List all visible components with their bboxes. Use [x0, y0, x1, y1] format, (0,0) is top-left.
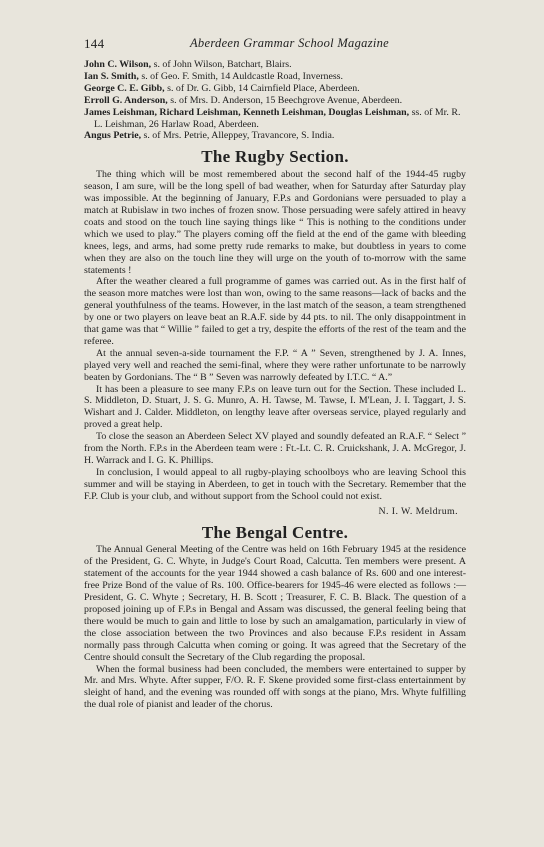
- bengal-paragraph: The Annual General Meeting of the Centre was held on 16th February 1945 at the residence of the President, G. C. Whyte, in Judge's Court Road, Calcutta. Ten members were present. A statement of the accounts for the year 1944 showed a cash balance of Rs. 600 and one interest-free Prize Bond of the value of Rs. 100. Office-bearers for 1945-46 were elected as follows :—President, G. C. Whyte ; Secretary, H. B. Scott ; Treasurer, F. C. B. Black. The question of a proposed joining up of F.P.s in Bengal and Assam was discussed, the general feeling being that there would be much to gain and little to lose by such an amalgamation, particularly in view of the close association between the two Provinces and also because F.P.s resident in Assam normally pass through Calcutta when coming or going. It was agreed that the Secretary of the Centre should consult the Secretary of the Club regarding the proposal.: [84, 544, 466, 663]
- rugby-section-body: [84, 169, 466, 517]
- address-list: [84, 59, 466, 142]
- member-name: James Leishman, Richard Leishman, Kenneth Leishman, Douglas Leishman,: [84, 106, 410, 118]
- address-entry: [84, 130, 466, 142]
- member-name: Angus Petrie,: [84, 130, 142, 142]
- bengal-section-body: [84, 544, 466, 711]
- address-entry: [84, 83, 466, 95]
- journal-title: Aberdeen Grammar School Magazine: [190, 36, 390, 50]
- address-entry: [84, 95, 466, 107]
- member-detail: s. of John Wilson, Batchart, Blairs.: [151, 59, 292, 70]
- member-detail: s. of Mrs. D. Anderson, 15 Beechgrove Avenue, Aberdeen.: [167, 94, 403, 106]
- member-name: Erroll G. Anderson,: [84, 94, 168, 106]
- address-entry: [84, 107, 466, 131]
- page-number: 144: [84, 36, 105, 51]
- member-detail: s. of Dr. G. Gibb, 14 Cairnfield Place, Aberdeen.: [164, 82, 360, 94]
- rugby-paragraph: The thing which will be most remembered about the second half of the 1944-45 rugby season, I am sure, will be the long spell of bad weather, when for Saturday after Saturday play was impossible. At the beginning of January, F.P.s and Gordonians were persuaded to play a match at Rubislaw in two inches of frozen snow. Those persuading were safely attired in heavy coats and stood on the touch line saying things like “ This is nothing to the conditions under which we used to play.” The players coming off the field at the end of the game with bleeding knees, legs, and arms, had some pretty rude remarks to make, but doubtless in years to come when they are also on the touch line they will urge on the youth of to-morrow with the same statements !: [84, 169, 466, 276]
- rugby-section-title: The Rugby Section.: [201, 147, 349, 167]
- member-detail: s. of Geo. F. Smith, 14 Auldcastle Road, Inverness.: [138, 70, 343, 82]
- rugby-paragraph: After the weather cleared a full programme of games was carried out. As in the first half of the season more matches were lost than won, owing to the same reasons—lack of backs and the general youthfulness of the teams. However, in the last match of the season, a team strengthened by one or two players on leave beat an R.A.F. side by 44 pts. to nil. The only disappointment in that game was that “ Willie ” failed to get a try, despite the efforts of the rest of the team and the referee.: [84, 276, 466, 347]
- address-entry: [84, 71, 466, 83]
- member-detail: ss. of Mr. R. L. Leishman, 26 Harlaw Road, Aberdeen.: [94, 106, 461, 130]
- bengal-paragraph: When the formal business had been concluded, the members were entertained to supper by Mr. and Mrs. Whyte. After supper, F/O. R. F. Skene provided some first-class entertainment by sleight of hand, and the evening was rounded off with songs at the piano, Mrs. Whyte fulfilling the dual role of pianist and leader of the chorus.: [84, 663, 466, 711]
- member-name: George C. E. Gibb,: [84, 82, 165, 94]
- rugby-paragraph: At the annual seven-a-side tournament the F.P. “ A ” Seven, strengthened by J. A. Innes, played very well and reached the semi-final, where they were rather unfortunate to be narrowly beaten by Gordonians. The “ B ” Seven was narrowly defeated by I.T.C. “ A.”: [84, 347, 466, 383]
- rugby-paragraph: To close the season an Aberdeen Select XV played and soundly defeated an R.A.F. “ Select ” from the North. F.P.s in the Aberdeen team were : Ft.-Lt. C. R. Cruickshank, J. A. McGregor, J. H. Warrack and I. G. K. Phillips.: [84, 431, 466, 466]
- rugby-paragraph: In conclusion, I would appeal to all rugby-playing schoolboys who are leaving School this summer and will be staying in Aberdeen, to get in touch with the Secretary. Remember that the F.P. Club is your club, and without support from the School could not exist.: [84, 466, 466, 502]
- running-head: [0, 0, 544, 60]
- member-detail: s. of Mrs. Petrie, Alleppey, Travancore, S. India.: [141, 130, 335, 142]
- member-name: Ian S. Smith,: [84, 70, 139, 82]
- page-content: [84, 59, 466, 711]
- member-name: John C. Wilson,: [84, 59, 152, 70]
- bengal-section-title: The Bengal Centre.: [201, 522, 349, 542]
- address-entry: [84, 59, 466, 71]
- rugby-author-signature: N. I. W. Meldrum.: [378, 505, 458, 517]
- rugby-paragraph: It has been a pleasure to see many F.P.s on leave turn out for the Section. These included L. S. Middleton, D. Stuart, J. S. G. Munro, A. H. Tawse, M. Tawse, I. M'Lean, J. I. Taggart, J. S. Wishart and J. Calder. Middleton, on lengthy leave after overseas service, played regularly and proved a great help.: [84, 383, 466, 431]
